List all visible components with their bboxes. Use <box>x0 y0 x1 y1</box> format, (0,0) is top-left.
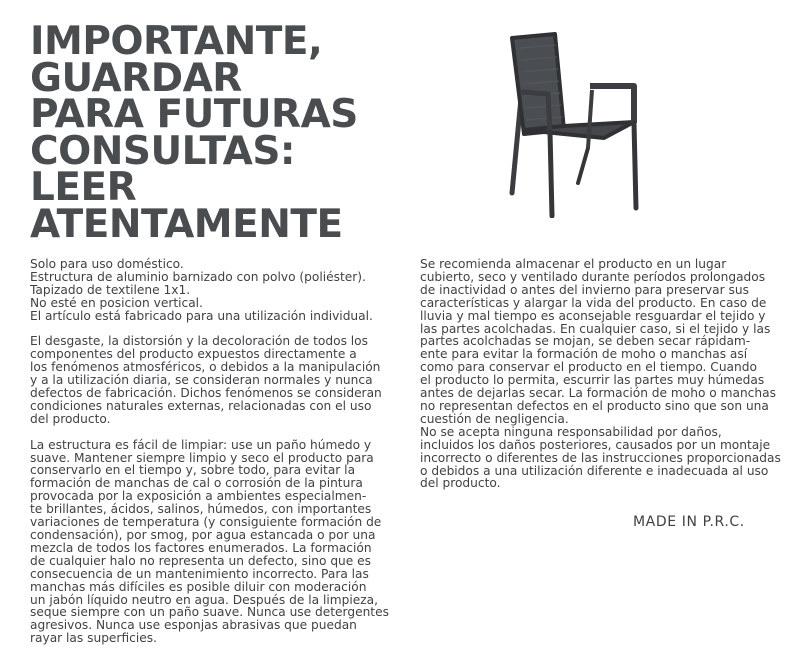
text-line: de inactividad o antes del invierno para preservar sus <box>420 282 749 297</box>
right-text-column <box>420 257 781 491</box>
made-in-label: MADE IN P.R.C. <box>633 514 745 530</box>
text-line: El desgaste, la distorsión y la decoloración de todos los <box>30 334 368 349</box>
left-text-column <box>30 257 389 646</box>
text-line: del producto. <box>420 476 501 491</box>
text-line: mezcla de todos los factores enumerados. La formación <box>30 540 372 555</box>
text-line: antes de dejarlas secar. La formación de moho o manchas <box>420 386 776 401</box>
text-line: defectos de fabricación. Dichos fenómenos se consideran <box>30 386 382 401</box>
text-line: características y alargar la vida del producto. En caso de <box>420 295 767 310</box>
text-line: condensación), por smog, por agua estancada o por una <box>30 528 376 542</box>
text-line: cubierto, seco y ventilado durante períodos prolongados <box>420 269 766 284</box>
text-line: rayar las superficies. <box>30 631 157 646</box>
storage-and-liability-paragraph <box>420 257 781 491</box>
text-line: Solo para uso doméstico. <box>30 257 184 271</box>
text-line: suave. Mantener siempre limpio y seco el producto para <box>30 450 374 465</box>
text-line: del producto. <box>30 411 111 426</box>
text-line: cuestión de negligencia. <box>420 411 569 426</box>
text-line: Se recomienda almacenar el producto en un lugar <box>420 257 727 271</box>
text-line: ente para evitar la formación de moho o manchas así <box>420 347 748 362</box>
wear-disclaimer-paragraph <box>30 335 385 425</box>
title-line: IMPORTANTE, <box>30 19 323 64</box>
text-line: incluidos los daños posteriores, causados por un montaje <box>420 437 771 452</box>
text-line: como para conservar el producto en el tiempo. Cuando <box>420 360 757 375</box>
text-line: las partes acolchadas. En cualquier caso, si el tejido y las <box>420 321 771 336</box>
text-line: No esté en posicion vertical. <box>30 295 203 310</box>
text-line: de cualquier halo no representa un defecto, sino que es <box>30 553 371 568</box>
text-line: un jabón líquido neutro en agua. Después de la limpieza, <box>30 592 378 607</box>
text-line: agresivos. Nunca use esponjas abrasivas que puedan <box>30 618 357 633</box>
text-line: conservarlo en el tiempo y, sobre todo, para evitar la <box>30 463 356 478</box>
text-line: y a la utilización diaria, se consideran normales y nunca <box>30 373 373 388</box>
text-line: partes acolchadas se mojan, se deben secar rápidam- <box>420 334 751 349</box>
text-line: La estructura es fácil de limpiar: use un paño húmedo y <box>30 437 372 452</box>
text-line: el producto lo permita, escurrir las partes muy húmedas <box>420 373 765 388</box>
text-line: lluvia y mal tiempo es aconsejable resguardar el tejido y <box>420 308 766 323</box>
text-line: variaciones de temperatura (y consiguiente formación de <box>30 515 382 530</box>
text-line: los fenómenos atmosféricos, o debidos a la manipulación <box>30 360 381 375</box>
chair-product-image <box>500 28 650 218</box>
title-line: CONSULTAS: <box>30 128 296 174</box>
text-line: seque siempre con un paño suave. Nunca use detergentes <box>30 605 389 620</box>
title-line: ATENTAMENTE <box>30 201 343 247</box>
text-line: Estructura de aluminio barnizado con polvo (poliéster). <box>30 269 366 284</box>
text-line: te brillantes, ácidos, salinos, húmedos, con importantes <box>30 502 372 517</box>
text-line: no representan defectos en el producto sino que son una <box>420 398 769 413</box>
text-line: No se acepta ninguna responsabilidad por daños, <box>420 424 722 439</box>
text-line: formación de manchas de cal o corrosión de la pintura <box>30 476 363 491</box>
text-line: componentes del producto expuestos directamente a <box>30 347 357 362</box>
text-line: o debidos a una utilización diferente e inadecuada al uso <box>420 463 769 478</box>
title-line: GUARDAR <box>30 55 242 101</box>
title-line: LEER <box>30 165 137 210</box>
text-line: consecuencia de un mantenimiento incorrecto. Para las <box>30 566 369 581</box>
text-line: Tapizado de textilene 1x1. <box>30 282 191 297</box>
text-line: incorrecto o diferentes de las instrucciones proporcionadas <box>420 450 781 465</box>
text-line: condiciones naturales externas, relacionadas con el uso <box>30 398 372 413</box>
usage-info-paragraph <box>30 258 385 323</box>
cleaning-instructions-paragraph <box>30 437 389 646</box>
text-line: manchas más difíciles es posible diluir con moderación <box>30 579 367 594</box>
text-line: provocada por la exposición a ambientes especialmen- <box>30 489 367 504</box>
title-line: PARA FUTURAS <box>30 92 358 137</box>
page-title <box>30 19 370 247</box>
text-line: El artículo está fabricado para una utilización individual. <box>30 308 373 323</box>
